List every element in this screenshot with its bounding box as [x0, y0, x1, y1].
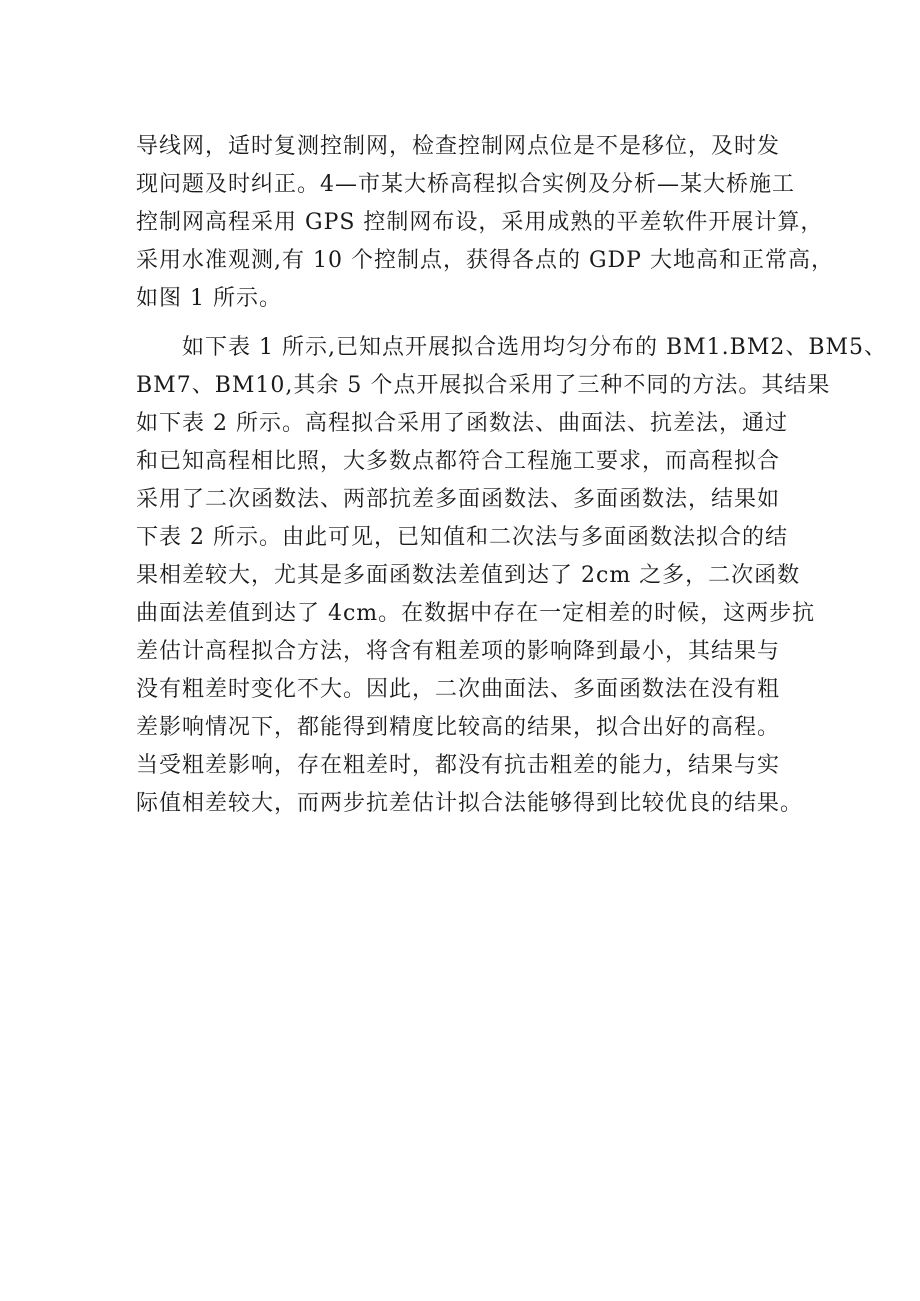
text-line: 没有粗差时变化不大。因此，二次曲面法、多面函数法在没有粗: [136, 677, 781, 702]
text-line: 果相差较大，尤其是多面函数法差值到达了 2cm 之多，二次函数: [136, 563, 801, 588]
text-line: 差影响情况下，都能得到精度比较高的结果，拟合出好的高程。: [136, 715, 781, 740]
text-line: 现问题及时纠正。4—市某大桥高程拟合实例及分析—某大桥施工: [136, 172, 795, 197]
text-line: 下表 2 所示。由此可见，已知值和二次法与多面函数法拟合的结: [136, 525, 788, 550]
text-line: 如图 1 所示。: [136, 286, 282, 311]
paragraph: [136, 329, 888, 823]
text-line: 如下表 2 所示。高程拟合采用了函数法、曲面法、抗差法，通过: [136, 411, 788, 436]
text-line: 采用水准观测,有 10 个控制点，获得各点的 GDP 大地高和正常高，: [136, 248, 834, 273]
text-line: BM7、BM10,其余 5 个点开展拟合采用了三种不同的方法。其结果: [136, 373, 831, 398]
text-line: 和已知高程相比照，大多数点都符合工程施工要求，而高程拟合: [136, 449, 781, 474]
text-line: 际值相差较大，而两步抗差估计拟合法能够得到比较优良的结果。: [136, 791, 804, 816]
text-line: 差估计高程拟合方法，将含有粗差项的影响降到最小，其结果与: [136, 639, 781, 664]
text-line: 曲面法差值到达了 4cm。在数据中存在一定相差的时候，这两步抗: [136, 601, 816, 626]
text-line: 导线网，适时复测控制网，检查控制网点位是不是移位，及时发: [136, 134, 781, 159]
document-body: [136, 128, 888, 823]
paragraph-gap: [136, 318, 796, 329]
text-line: 当受粗差影响，存在粗差时，都没有抗击粗差的能力，结果与实: [136, 753, 781, 778]
text-line: 控制网高程采用 GPS 控制网布设，采用成熟的平差软件开展计算，: [136, 210, 824, 235]
text-line: 如下表 1 所示,已知点开展拟合选用均匀分布的 BM1.BM2、BM5、: [182, 335, 888, 360]
text-line: 采用了二次函数法、两部抗差多面函数法、多面函数法，结果如: [136, 487, 781, 512]
paragraph: [136, 128, 834, 318]
